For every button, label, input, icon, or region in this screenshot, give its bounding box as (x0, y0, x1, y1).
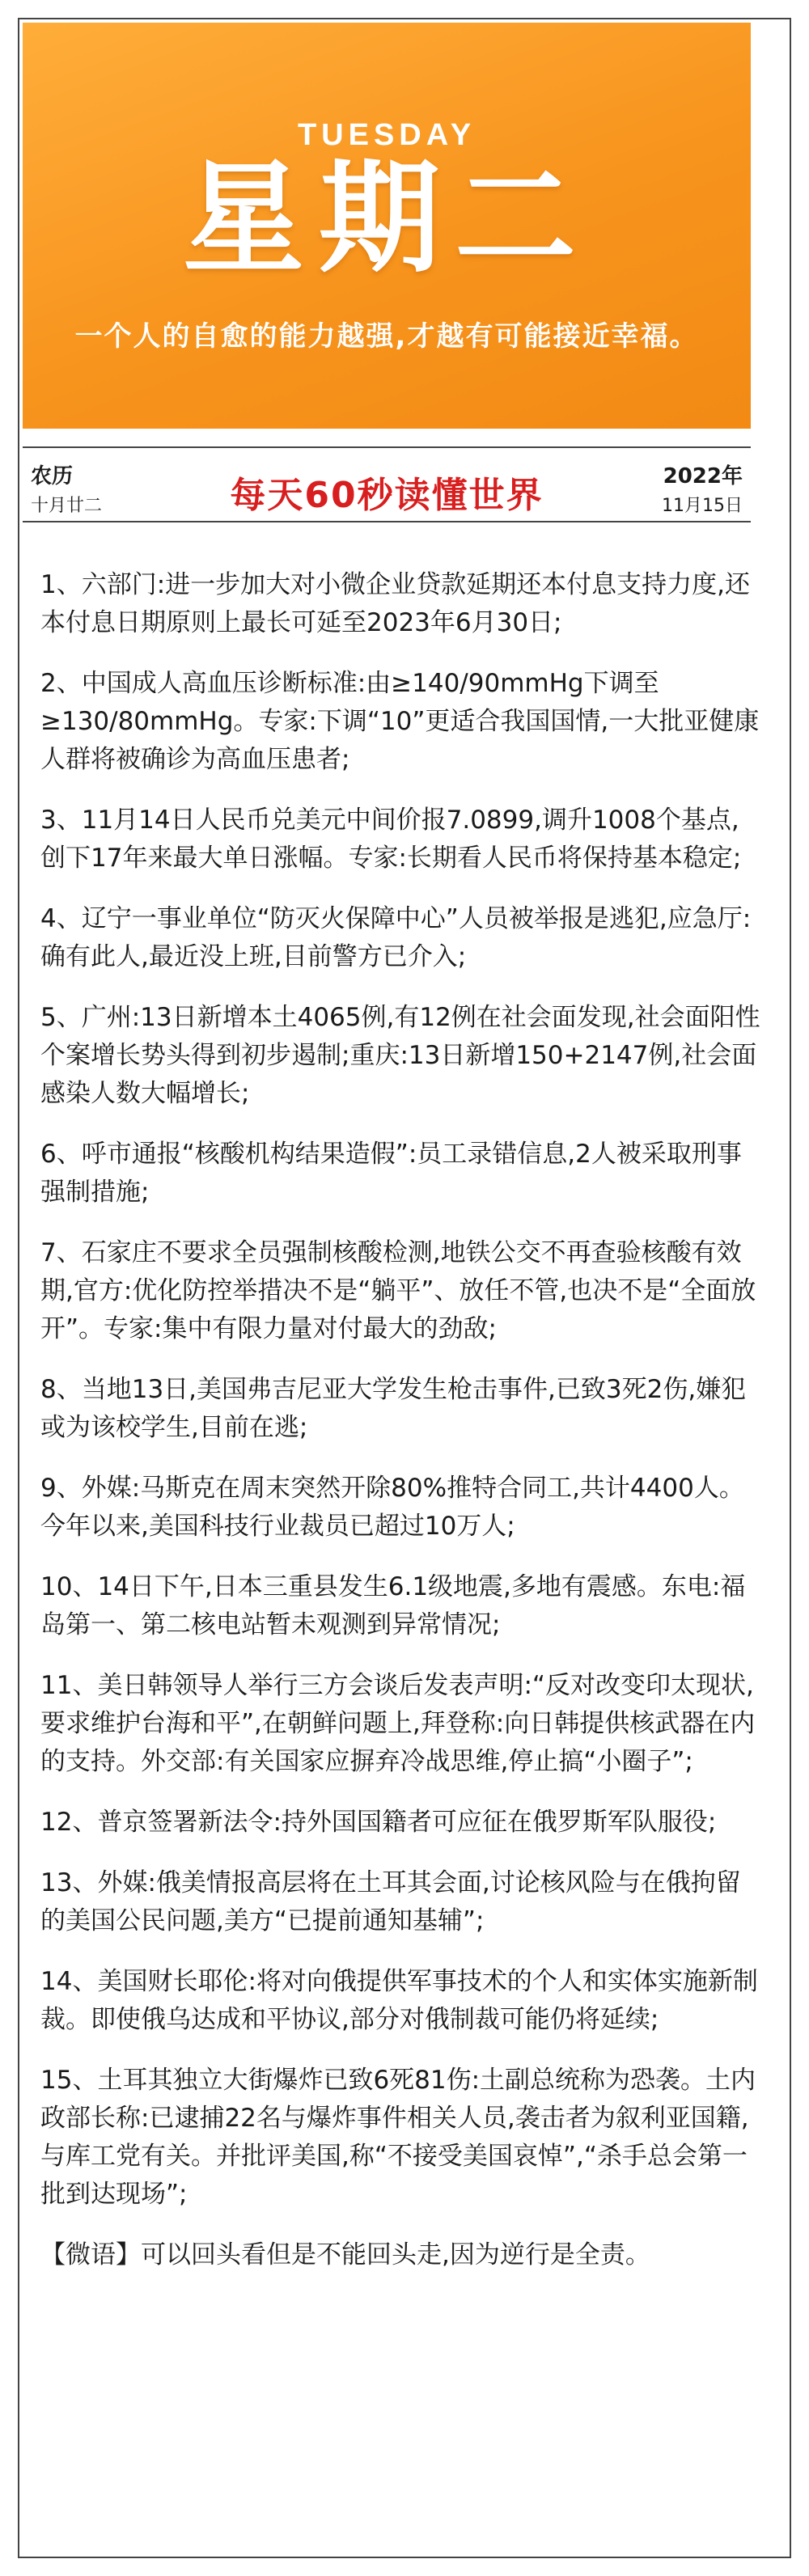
news-item: 4、辽宁一事业单位“防灭火保障中心”人员被举报是逃犯,应急厅:确有此人,最近没上班,目前警方已介入; (40, 904, 752, 971)
banner-motto: 一个人的自愈的能力越强,才越有可能接近幸福。 (74, 320, 699, 353)
news-item: 15、土耳其独立大街爆炸已致6死81伤:土副总统称为恐袭。土内政部长称:已逮捕22名与爆炸事件相关人员,袭击者为叙利亚国籍,与库工党有关。并批评美国,称“不接受美国哀悼”,“杀手总会第一批到达现场”; (40, 2066, 756, 2209)
date-banner (23, 23, 751, 429)
news-list (40, 566, 760, 2274)
lunar-date: 十月廿二 (31, 496, 103, 516)
news-item: 1、六部门:进一步加大对小微企业贷款延期还本付息支持力度,还本付息日期原则上最长可延至2023年6月30日; (40, 570, 751, 637)
year-label: 2022年 (663, 464, 743, 489)
masthead (23, 443, 751, 516)
masthead-slogan: 每天60秒读懂世界 (230, 475, 544, 516)
news-item: 14、美国财长耶伦:将对向俄提供军事技术的个人和实体实施新制裁。即使俄乌达成和平协议,部分对俄制裁可能仍将延续; (40, 1967, 758, 2034)
daily-quote: 【微语】可以回头看但是不能回头走,因为逆行是全责。 (40, 2240, 650, 2269)
month-day-label: 11月15日 (662, 496, 743, 516)
news-item: 10、14日下午,日本三重县发生6.1级地震,多地有震感。东电:福岛第一、第二核电站暂未观测到异常情况; (40, 1572, 746, 1639)
news-item: 12、普京签署新法令:持外国国籍者可应征在俄罗斯军队服役; (40, 1808, 717, 1837)
news-item: 5、广州:13日新增本土4065例,有12例在社会面发现,社会面阳性个案增长势头得到初步遏制;重庆:13日新增150+2147例,社会面感染人数大幅增长; (40, 1003, 760, 1108)
news-item: 11、美日韩领导人举行三方会谈后发表声明:“反对改变印太现状,要求维护台海和平”,在朝鲜问题上,拜登称:向日韩提供核武器在内的支持。外交部:有关国家应摒弃冷战思维,停止搞“小圈子”; (40, 1671, 756, 1776)
weekday-english: TUESDAY (297, 118, 477, 152)
news-item: 13、外媒:俄美情报高层将在土耳其会面,讨论核风险与在俄拘留的美国公民问题,美方“已提前通知基辅”; (40, 1868, 741, 1935)
news-item: 6、呼市通报“核酸机构结果造假”:员工录错信息,2人被采取刑事强制措施; (40, 1140, 742, 1207)
news-item: 3、11月14日人民币兑美元中间价报7.0899,调升1008个基点,创下17年来最大单日涨幅。专家:长期看人民币将保持基本稳定; (40, 806, 742, 873)
masthead-bottom-divider (23, 521, 751, 522)
news-item: 2、中国成人高血压诊断标准:由≥140/90mmHg下调至≥130/80mmHg。专家:下调“10”更适合我国国情,一大批亚健康人群将被确诊为高血压患者; (40, 669, 760, 774)
news-item: 9、外媒:马斯克在周末突然开除80%推特合同工,共计4400人。今年以来,美国科技行业裁员已超过10万人; (40, 1474, 744, 1541)
masthead-top-divider (23, 446, 751, 448)
news-item: 8、当地13日,美国弗吉尼亚大学发生枪击事件,已致3死2伤,嫌犯或为该校学生,目前在逃; (40, 1375, 747, 1442)
news-item: 7、石家庄不要求全员强制核酸检测,地铁公交不再查验核酸有效期,官方:优化防控举措决不是“躺平”、放任不管,也决不是“全面放开”。专家:集中有限力量对付最大的劲敌; (40, 1238, 756, 1343)
lunar-label: 农历 (31, 464, 74, 489)
weekday-chinese: 星期二 (182, 149, 591, 290)
